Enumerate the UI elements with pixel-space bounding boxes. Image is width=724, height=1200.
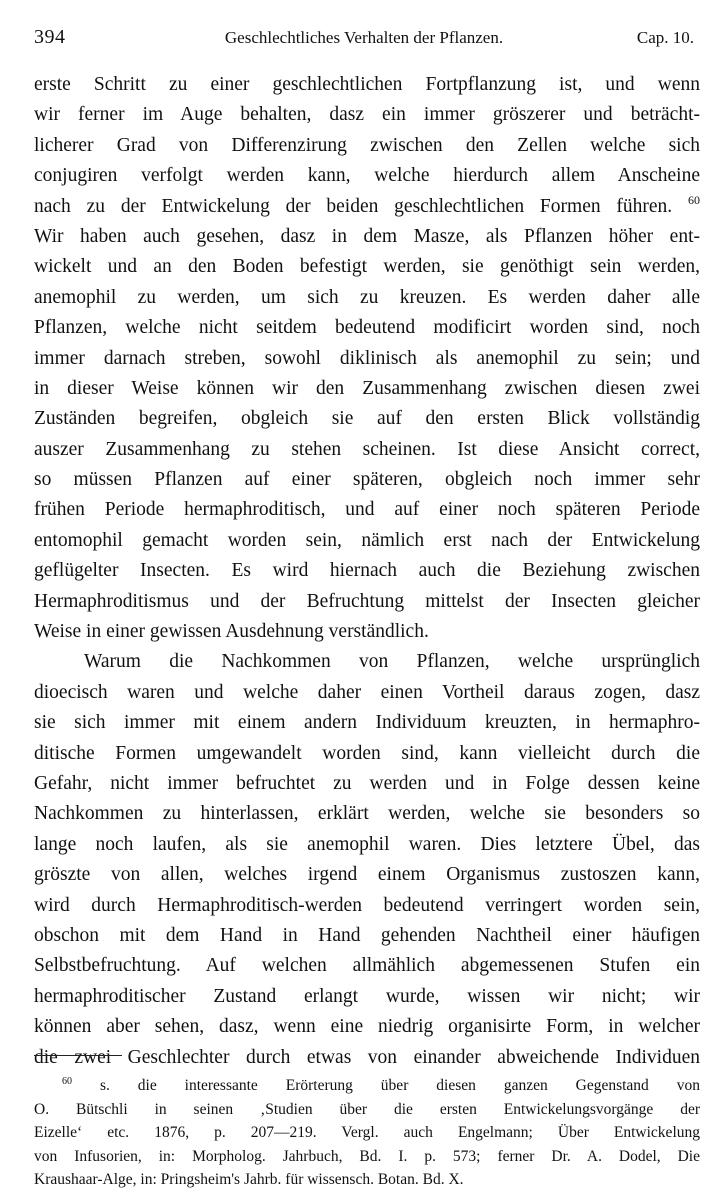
text-line: hermaphroditischer Zustand erlangt wurde, wissen wir nicht; wir	[34, 985, 700, 1007]
text-line: anemophil zu werden, um sich zu kreuzen. Es werden daher alle	[34, 286, 700, 308]
text-line: nach zu der Entwickelung der beiden geschlechtlichen Formen führen.	[34, 195, 673, 217]
footnote-marker: 60	[62, 1076, 72, 1087]
text-line: frühen Periode hermaphroditisch, und auf einer noch späteren Periode	[34, 499, 700, 521]
text-line: wickelt und an den Boden befestigt werden, sie genöthigt sein werden,	[34, 256, 700, 278]
text-line: wird durch Hermaphroditisch-werden bedeutend verringert worden sein,	[34, 894, 700, 916]
text-line: in dieser Weise können wir den Zusammenhang zwischen diesen zwei	[34, 377, 700, 399]
text-line: Zuständen begreifen, obgleich sie auf den ersten Blick vollständig	[34, 408, 700, 430]
text-line: so müssen Pflanzen auf einer späteren, obgleich noch immer sehr	[34, 469, 700, 491]
text-line: gröszte von allen, welches irgend einem Organismus zustoszen kann,	[34, 864, 700, 886]
text-line: auszer Zusammenhang zu stehen scheinen. Ist diese Ansicht correct,	[34, 438, 700, 460]
text-line-with-note	[34, 192, 700, 222]
text-line: Nachkommen zu hinterlassen, erklärt werden, welche sie besonders so	[34, 803, 700, 825]
footnote-block	[34, 1074, 700, 1192]
paragraph-start-line: Warum die Nachkommen von Pflanzen, welche ursprünglich	[84, 651, 700, 673]
footnote-separator	[34, 1055, 122, 1056]
footnote-text: s. die interessante Erörterung über diesen ganzen Gegenstand von	[99, 1077, 700, 1094]
page-header	[34, 26, 694, 52]
page-number: 394	[34, 26, 66, 48]
text-line: licherer Grad von Differenzirung zwischen den Zellen welche sich	[34, 134, 700, 156]
text-line: lange noch laufen, als sie anemophil waren. Dies letztere Übel, das	[34, 833, 700, 855]
text-line: wir ferner im Auge behalten, dasz ein immer gröszerer und beträcht-	[34, 104, 700, 126]
footnote-line: Kraushaar-Alge, in: Pringsheim's Jahrb. für wissensch. Botan. Bd. X.	[34, 1171, 464, 1188]
text-line: geflügelter Insecten. Es wird hiernach auch die Beziehung zwischen	[34, 560, 700, 582]
footnote-line: von Infusorien, in: Morpholog. Jahrbuch, Bd. I. p. 573; ferner Dr. A. Dodel, Die	[34, 1147, 700, 1165]
paragraph-end-line: Weise in einer gewissen Ausdehnung verständlich.	[34, 621, 429, 643]
text-line: Pflanzen, welche nicht seitdem bedeutend modificirt worden sind, noch	[34, 317, 700, 339]
text-line: die zwei Geschlechter durch etwas von einander abweichende Individuen	[34, 1046, 700, 1068]
text-line: entomophil gemacht worden sein, nämlich erst nach der Entwickelung	[34, 529, 700, 551]
footnote-first-line	[34, 1074, 700, 1098]
footnote-line: O. Bütschli in seinen ‚Studien über die ersten Entwickelungsvorgänge der	[34, 1100, 700, 1118]
text-line: erste Schritt zu einer geschlechtlichen Fortpflanzung ist, und wenn	[34, 74, 700, 95]
text-line: conjugiren verfolgt werden kann, welche hierdurch allem Anscheine	[34, 165, 700, 187]
text-line: Hermaphroditismus und der Befruchtung mittelst der Insecten gleicher	[34, 590, 700, 612]
footnote-reference: 60	[688, 192, 701, 207]
text-line: sie sich immer mit einem andern Individuum kreuzten, in hermaphro-	[34, 712, 700, 734]
text-line: Wir haben auch gesehen, dasz in dem Masze, als Pflanzen höher ent-	[34, 225, 700, 247]
main-text	[34, 70, 700, 1073]
text-line: dioecisch waren und welche daher einen Vortheil daraus zogen, dasz	[34, 681, 700, 703]
text-line: ditische Formen umgewandelt worden sind, kann vielleicht durch die	[34, 742, 700, 764]
text-line: immer darnach streben, sowohl diklinisch als anemophil zu sein; und	[34, 347, 700, 369]
text-line: können aber sehen, dasz, wenn eine niedrig organisirte Form, in welcher	[34, 1016, 700, 1038]
text-line: obschon mit dem Hand in Hand gehenden Nachtheil einer häufigen	[34, 924, 700, 946]
chapter-label: Cap. 10.	[636, 28, 694, 47]
text-line: Gefahr, nicht immer befruchtet zu werden und in Folge dessen keine	[34, 772, 700, 794]
text-line: Selbstbefruchtung. Auf welchen allmählich abgemessenen Stufen ein	[34, 955, 700, 977]
running-title: Geschlechtliches Verhalten der Pflanzen.	[224, 28, 504, 47]
footnote-line: Eizelle‘ etc. 1876, p. 207—219. Vergl. auch Engelmann; Über Entwickelung	[34, 1124, 700, 1141]
